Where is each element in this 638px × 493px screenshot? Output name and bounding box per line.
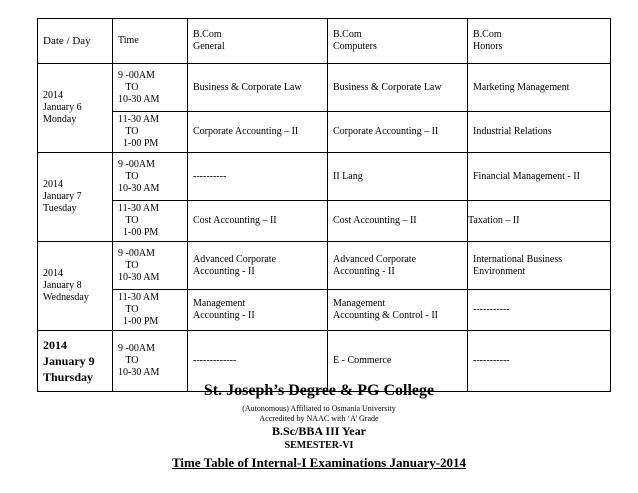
exam-timetable (37, 18, 611, 392)
table-row (38, 64, 611, 112)
date-year: 2014 (43, 90, 63, 101)
time-end: 1-00 PM (118, 316, 159, 327)
time-start: 11-30 AM (118, 114, 160, 125)
date-year: 2014 (43, 179, 63, 190)
time-start: 9 -00AM (118, 69, 155, 81)
date-cell (38, 242, 113, 331)
subject-general-line1: Advanced Corporate (193, 253, 277, 265)
time-end: 10-30 AM (118, 182, 160, 194)
time-end: 1-00 PM (118, 138, 159, 149)
table-row (38, 242, 611, 290)
date-date: January 7 (43, 191, 82, 202)
header-honors (468, 19, 611, 64)
subject-honors-line1: International Business (473, 253, 563, 265)
header-computers (328, 19, 468, 64)
time-end: 10-30 AM (118, 271, 160, 283)
subject-general: Business & Corporate Law (188, 64, 328, 112)
subject-general (188, 242, 328, 290)
subject-honors (468, 242, 611, 290)
subject-computers-line1: Advanced Corporate (333, 253, 417, 265)
time-to: TO (118, 170, 139, 182)
time-start: 9 -00AM (118, 343, 155, 354)
subject-general: ---------- (188, 153, 328, 201)
course-year: B.Sc/BBA III Year (272, 424, 366, 438)
date-year: 2014 (43, 338, 67, 352)
date-date: January 6 (43, 102, 82, 113)
header-honors-line1: B.Com (473, 29, 502, 40)
table-row (38, 153, 611, 201)
time-cell (113, 112, 188, 153)
date-day: Monday (43, 114, 77, 125)
header-row (38, 19, 611, 64)
subject-computers-line2: Accounting - II (333, 265, 395, 277)
subject-honors: Taxation – II (468, 201, 611, 242)
header-computers-line2: Computers (333, 41, 377, 52)
date-year: 2014 (43, 268, 63, 279)
date-day: Wednesday (43, 292, 89, 303)
subject-computers: Business & Corporate Law (328, 64, 468, 112)
date-date: January 9 (43, 354, 95, 368)
time-end: 10-30 AM (118, 367, 160, 378)
subject-computers (328, 242, 468, 290)
subject-general (188, 290, 328, 331)
time-start: 11-30 AM (118, 203, 160, 214)
date-date: January 8 (43, 280, 82, 291)
time-cell (113, 290, 188, 331)
subject-general: Corporate Accounting – II (188, 112, 328, 153)
time-to: TO (118, 215, 139, 226)
subject-honors: ----------- (468, 290, 611, 331)
header-general-line2: General (193, 41, 225, 52)
table-row (38, 112, 611, 153)
header-time: Time (113, 19, 188, 64)
subject-computers (328, 290, 468, 331)
college-accreditation: Accredited by NAAC with ‘A’ Grade (259, 414, 379, 423)
time-start: 11-30 AM (118, 292, 160, 303)
table-row (38, 290, 611, 331)
subject-computers: Cost Accounting – II (328, 201, 468, 242)
time-to: TO (118, 304, 139, 315)
timetable-sheet (37, 18, 610, 392)
time-end: 1-00 PM (118, 227, 159, 238)
time-start: 9 -00AM (118, 247, 155, 259)
time-to: TO (118, 126, 139, 137)
subject-general-line2: Accounting - II (193, 265, 255, 277)
header-computers-line1: B.Com (333, 29, 362, 40)
subject-computers: Corporate Accounting – II (328, 112, 468, 153)
subject-general-line1: Management (193, 298, 246, 309)
time-to: TO (118, 259, 139, 271)
subject-general-line2: Accounting - II (193, 310, 255, 321)
subject-honors: ----------- (468, 331, 611, 392)
college-name: St. Joseph’s Degree & PG College (203, 382, 435, 399)
subject-general: Cost Accounting – II (188, 201, 328, 242)
time-cell (113, 242, 188, 290)
subject-computers: E - Commerce (328, 331, 468, 392)
semester-label: SEMESTER-VI (284, 440, 354, 451)
date-cell (38, 64, 113, 153)
time-cell (113, 153, 188, 201)
header-date-day: Date / Day (38, 19, 113, 64)
header-honors-line2: Honors (473, 41, 503, 52)
time-to: TO (118, 355, 139, 366)
subject-honors-line2: Environment (473, 265, 526, 277)
time-end: 10-30 AM (118, 93, 160, 105)
subject-computers-line1: Management (333, 298, 386, 309)
subject-computers: II Lang (328, 153, 468, 201)
date-cell (38, 153, 113, 242)
time-start: 9 -00AM (118, 158, 155, 170)
time-cell (113, 201, 188, 242)
header-general (188, 19, 328, 64)
timetable-title: Time Table of Internal-I Examinations January-2014 (171, 455, 467, 470)
table-row (38, 201, 611, 242)
date-day: Thursday (43, 370, 94, 384)
subject-honors: Industrial Relations (468, 112, 611, 153)
college-affiliation: (Autonomous) Affiliated to Osmania University (242, 404, 396, 413)
subject-honors: Financial Management - II (468, 153, 611, 201)
date-day: Tuesday (43, 203, 77, 214)
subject-general: ------------- (188, 331, 328, 392)
header-general-line1: B.Com (193, 29, 222, 40)
subject-computers-line2: Accounting & Control - II (333, 310, 438, 321)
subject-honors: Marketing Management (468, 64, 611, 112)
time-cell (113, 64, 188, 112)
time-to: TO (118, 81, 139, 93)
